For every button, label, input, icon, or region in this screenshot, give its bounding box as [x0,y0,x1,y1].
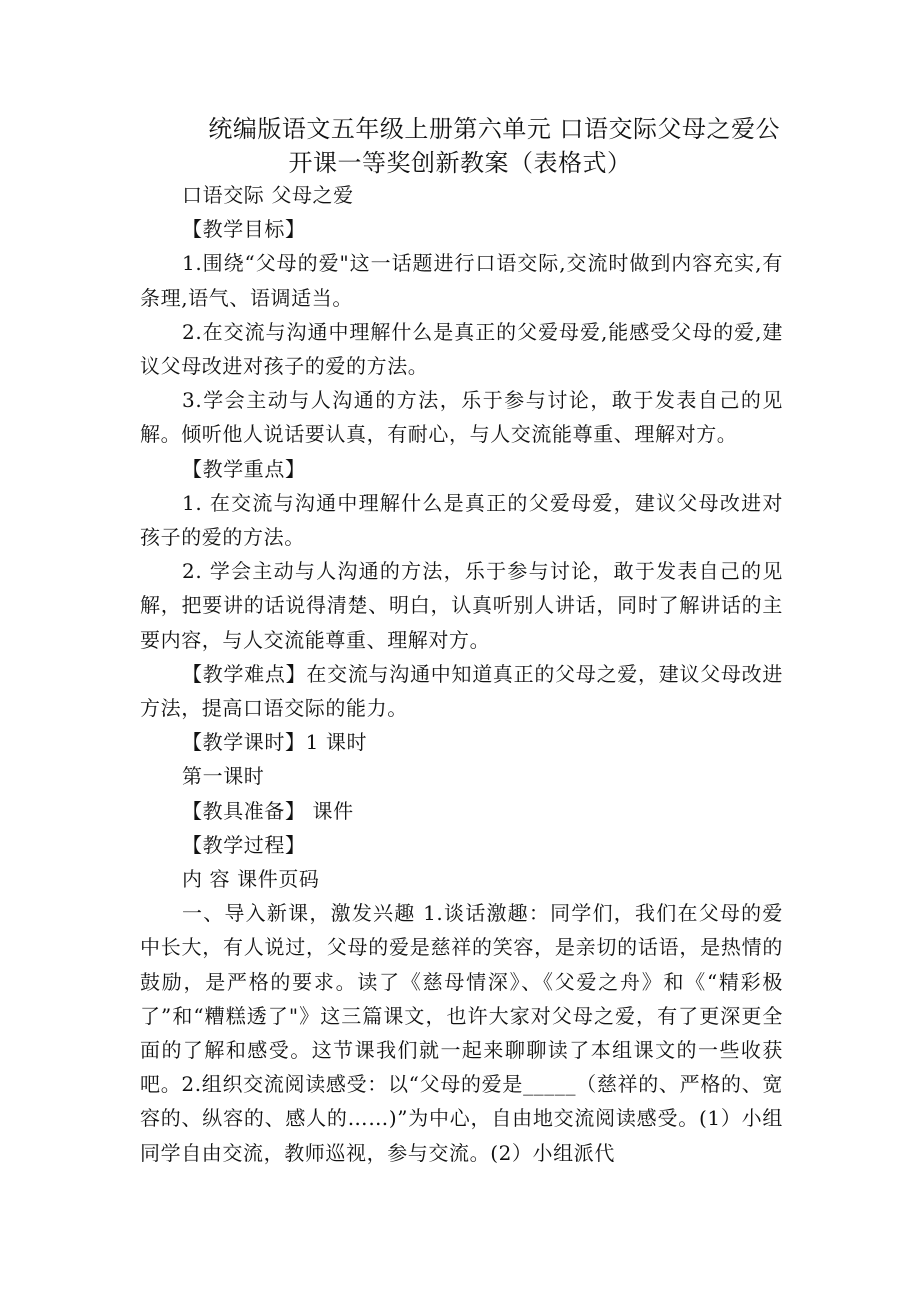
paragraph: 2.在交流与沟通中理解什么是真正的父爱母爱,能感受父母的爱,建议父母改进对孩子的爱的方法。 [140,319,783,379]
document-title [140,112,780,180]
paragraph: 【教具准备】 课件 [182,798,354,823]
paragraph: 内 容 课件页码 [182,867,320,892]
paragraph: 【教学课时】1 课时 [182,730,368,755]
section-heading: 口语交际 父母之爱 [182,183,354,207]
section-heading: 【教学过程】 [182,832,306,857]
paragraph: 2. 学会主动与人沟通的方法，乐于参与讨论，敢于发表自己的见解，把要讲的话说得清楚、明白，认真听别人讲话，同时了解讲话的主要内容，与人交流能尊重、理解对方。 [140,559,783,652]
title-line-1: 统编版语文五年级上册第六单元 口语交际父母之爱公 [208,115,780,143]
paragraph: 1.围绕“父母的爱"这一话题进行口语交际,交流时做到内容充实,有条理,语气、语调适当。 [140,251,783,310]
paragraph: 【教学难点】在交流与沟通中知道真正的父母之爱，建议父母改进方法，提高口语交际的能力。 [140,661,783,721]
paragraph: 一、导入新课，激发兴趣 1.谈话激趣：同学们，我们在父母的爱中长大，有人说过，父母的爱是慈祥的笑容，是亲切的话语，是热情的鼓励，是严格的要求。读了《慈母情深》、《父爱之舟》和《“精彩极了”和“糟糕透了"》这三篇课文，也许大家对父母之爱，有了更深更全面的了解和感受。这节课我们就一起来聊聊读了本组课文的一些收获吧。2.组织交流阅读感受：以“父母的爱是_____（慈祥的、严格的、宽容的、纵容的、感人的……)”为中心，自由地交流阅读感受。(1）小组同学自由交流，教师巡视，参与交流。(2）小组派代 [140,901,783,1165]
paragraph: 第一课时 [182,764,265,789]
paragraph: 3.学会主动与人沟通的方法，乐于参与讨论，敢于发表自己的见解。倾听他人说话要认真，有耐心，与人交流能尊重、理解对方。 [140,388,783,447]
title-line-2: 开课一等奖创新教案（表格式） [288,149,632,177]
section-heading: 【教学重点】 [182,456,306,481]
document-body [140,178,783,1170]
section-heading: 【教学目标】 [182,217,306,242]
paragraph: 1. 在交流与沟通中理解什么是真正的父爱母爱，建议父母改进对孩子的爱的方法。 [140,490,783,550]
